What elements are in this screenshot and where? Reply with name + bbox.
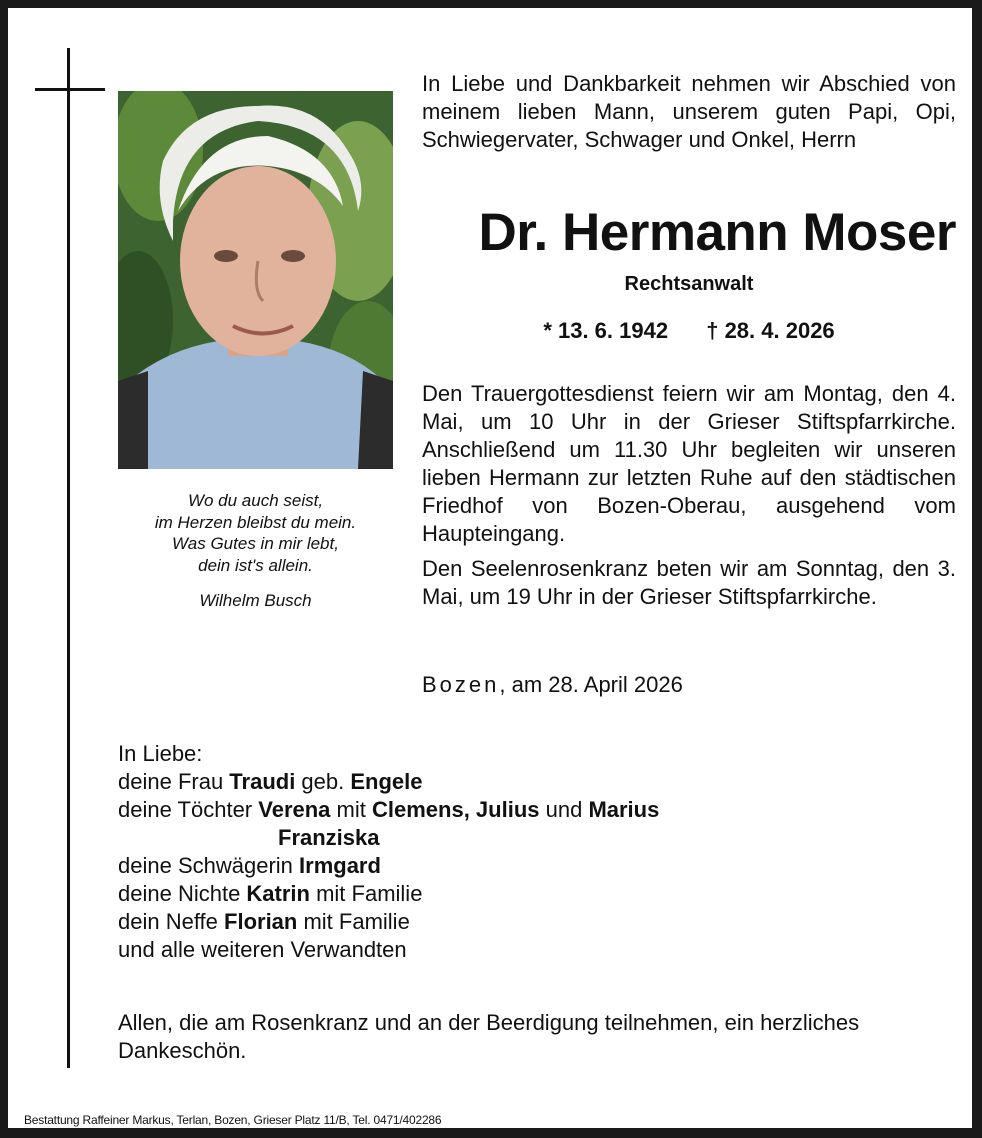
family-list — [118, 740, 659, 964]
family-member-name: Verena — [258, 797, 331, 822]
family-text: deine Nichte — [118, 881, 247, 906]
deceased-name: Dr. Hermann Moser — [478, 203, 956, 262]
family-heading: In Liebe: — [118, 741, 203, 766]
quote-line: dein ist's allein. — [198, 555, 313, 575]
family-line-others: und alle weiteren Verwandten — [118, 937, 407, 962]
quote-line: im Herzen bleibst du mein. — [154, 512, 357, 532]
family-line-niece — [118, 880, 659, 908]
obituary-page — [8, 8, 972, 1128]
intro-paragraph: In Liebe und Dankbarkeit nehmen wir Abschied von meinem lieben Mann, unserem guten Papi, Opi, Schwiegervater, Schwager und Onkel, Herrn — [422, 71, 956, 152]
portrait-photo — [118, 91, 393, 469]
family-member-name: Franziska — [278, 825, 380, 850]
family-line-nephew — [118, 908, 659, 936]
cross-icon-vertical — [67, 48, 70, 1068]
family-text: mit — [330, 797, 372, 822]
life-dates — [422, 318, 956, 344]
death-date: † 28. 4. 2026 — [706, 318, 835, 343]
intro-text — [422, 70, 956, 154]
family-member-name: Marius — [588, 797, 660, 822]
family-line-daughters — [118, 796, 659, 824]
family-member-name: Clemens, Julius — [371, 797, 540, 822]
service-info — [422, 380, 956, 618]
funeral-home-footer: Bestattung Raffeiner Markus, Terlan, Bozen, Grieser Platz 11/B, Tel. 0471/402286 — [24, 1113, 442, 1127]
family-text: geb. — [295, 769, 351, 794]
family-text: deine Schwägerin — [118, 853, 300, 878]
family-member-name: Florian — [224, 909, 298, 934]
family-text: mit Familie — [309, 881, 423, 906]
deceased-profession: Rechtsanwalt — [624, 273, 754, 295]
quote-block — [118, 490, 393, 612]
family-text: deine Frau — [118, 769, 230, 794]
family-line-wife — [118, 768, 659, 796]
quote-line: Wo du auch seist, — [187, 491, 324, 510]
quote-line: Was Gutes in mir lebt, — [172, 534, 339, 553]
family-line-sister-in-law — [118, 852, 659, 880]
thanks-text: Allen, die am Rosenkranz und an der Beerdigung teilnehmen, ein herzliches Dankeschön. — [118, 1010, 860, 1063]
birth-date: * 13. 6. 1942 — [543, 318, 669, 343]
funeral-paragraph: Den Trauergottesdienst feiern wir am Montag, den 4. Mai, um 10 Uhr in der Grieser Stiftspfarrkirche. Anschließend um 11.30 Uhr begleiten wir unseren lieben Hermann zur letzten Ruhe auf den städtischen Friedhof von Bozen-Oberau, ausgehend vom Haupteingang. — [422, 381, 956, 546]
family-member-name: Traudi — [229, 769, 296, 794]
family-text: deine Töchter — [118, 797, 259, 822]
family-text: dein Neffe — [118, 909, 225, 934]
quote-author: Wilhelm Busch — [199, 591, 312, 610]
place-date-text: , am 28. April 2026 — [499, 672, 683, 697]
place-city: Bozen — [422, 672, 500, 697]
family-line-daughter2 — [118, 824, 659, 852]
cross-icon-horizontal — [35, 88, 105, 91]
family-text: und — [539, 797, 589, 822]
family-member-name: Katrin — [246, 881, 310, 906]
family-member-name: Irmgard — [299, 853, 381, 878]
family-member-name: Engele — [350, 769, 423, 794]
rosary-paragraph: Den Seelenrosenkranz beten wir am Sonntag, den 3. Mai, um 19 Uhr in der Grieser Stiftspfarrkirche. — [422, 556, 956, 609]
family-text: mit Familie — [297, 909, 410, 934]
place-date — [422, 672, 683, 698]
